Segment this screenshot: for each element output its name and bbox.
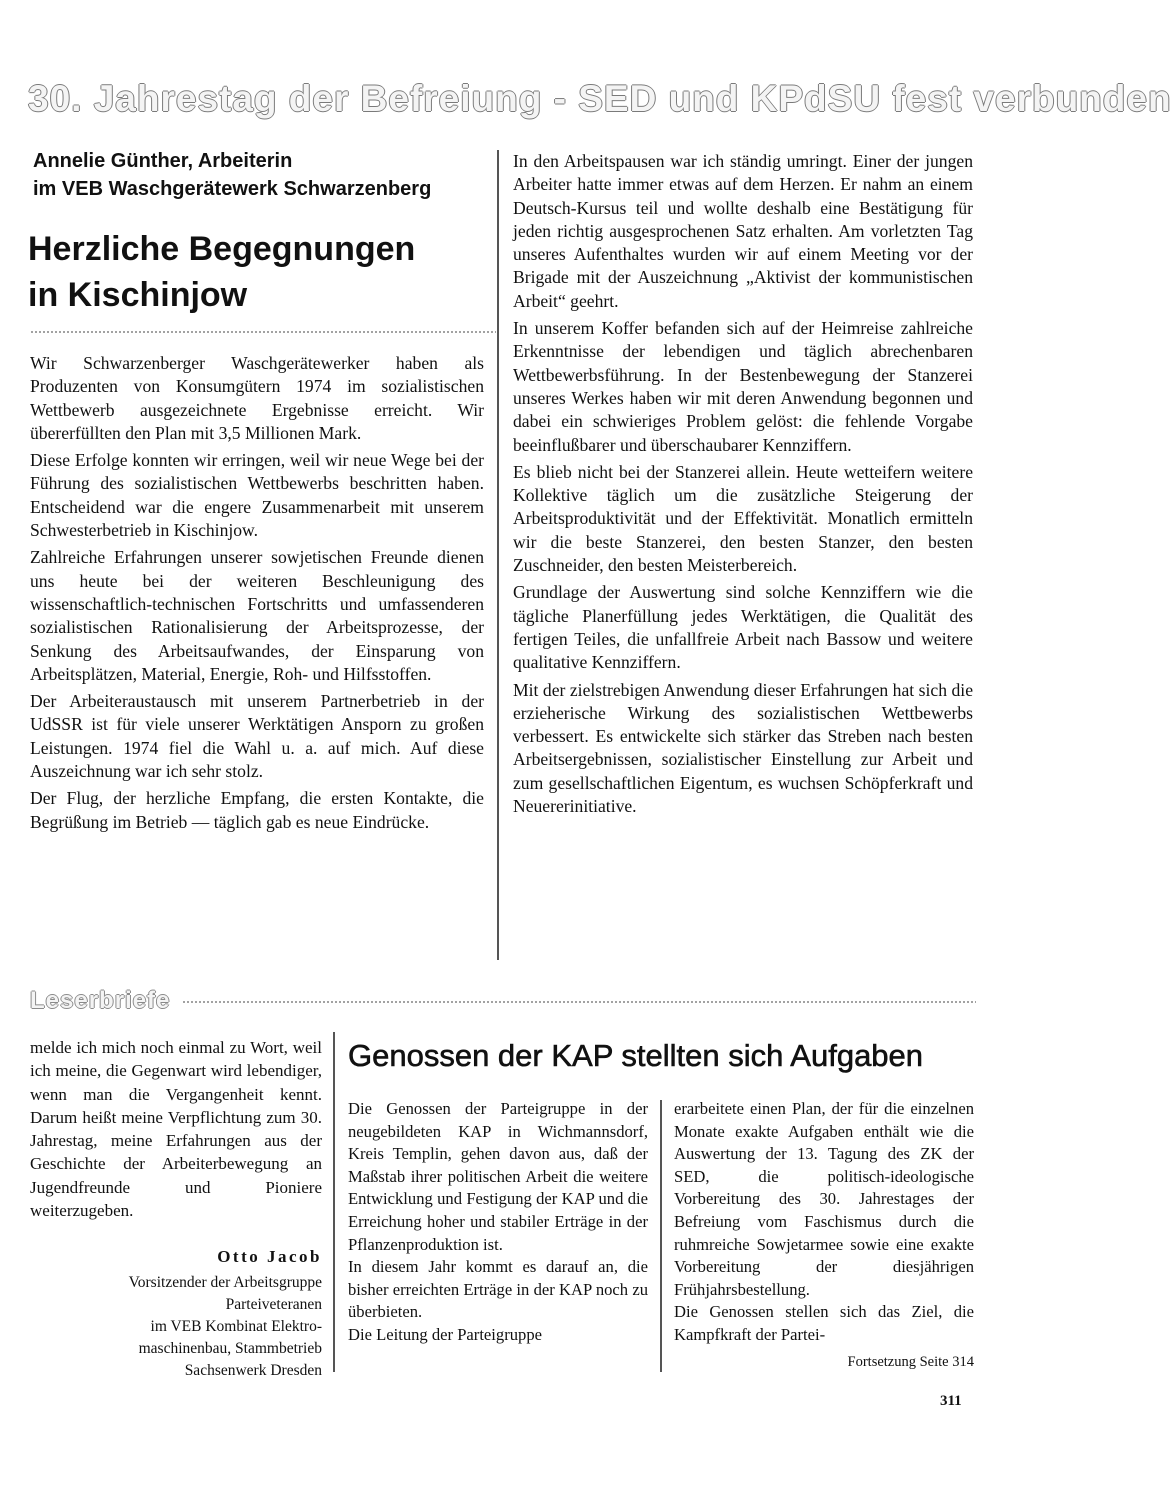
section-divider — [182, 1000, 976, 1005]
article-paragraph: In diesem Jahr kommt es darauf an, die bisher erreichten Erträge in der KAP noch zu überbieten. — [348, 1257, 648, 1322]
article-paragraph: Wir Schwarzenberger Waschgerätewerker haben als Produzenten von Konsumgütern 1974 im sozialistischen Wettbewerb ausgezeichnete Ergebnisse erreicht. Wir übererfüllten den Plan mit 3,5 Millionen Mark. — [30, 353, 484, 443]
article-paragraph: Der Flug, der herzliche Empfang, die ersten Kontakte, die Begrüßung im Betrieb — täglich gab es neue Eindrücke. — [30, 788, 484, 832]
article-paragraph: Grundlage der Auswertung sind solche Kennziffern wie die tägliche Planerfüllung jedes Werktätigen, die Qualität des fertigen Teiles, die unfallfreie Arbeit nach Bassow und weitere qualitative Kennziffern. — [513, 582, 973, 673]
header-band-title: 30. Jahrestag der Befreiung - SED und KPdSU fest verbunden — [28, 78, 1172, 119]
article-headline — [28, 226, 498, 318]
article-author — [33, 147, 493, 203]
letter-text: melde ich mich noch einmal zu Wort, weil ich meine, die Gegenwart wird lebendiger, wenn man die Vergangenheit kennt. Darum heißt meine Verpflichtung zum 30. Jahrestag, meine Erfahrungen aus der Geschichte der Arbeiterbewegung an Jugendfreunde und Pioniere weiterzugeben. — [30, 1038, 322, 1221]
column-divider — [333, 1032, 335, 1372]
article-paragraph: Es blieb nicht bei der Stanzerei allein. Heute wetteifern weitere Kollektive täglich um die zusätzliche Steigerung der Arbeitsproduktivität und der Effektivität. Monatlich ermitteln wir die beste Stanzerei, den besten Stanzer, den besten Zuschneider, den besten Meisterbereich. — [513, 461, 973, 576]
signature-line: Sachsenwerk Dresden — [184, 1362, 322, 1379]
article2-column-1 — [348, 1098, 648, 1347]
article2-column-2 — [674, 1098, 974, 1347]
column-divider — [497, 150, 499, 960]
signature-line: Parteiveteranen — [225, 1296, 322, 1313]
article-paragraph: In unserem Koffer befanden sich auf der Heimreise zahlreiche Erkenntnisse der lebendigen und täglich abrechenbaren Wettbewerbsführung. In der Bestenbewegung der Stanzerei unseres Werkes haben wir mit deren Anwendung begonnen und dabei ein schwieriges Problem gelöst: die fehlende Vorgabe beeinflußbarer und überschaubarer Kennziffern. — [513, 318, 973, 455]
letter-column — [30, 1036, 322, 1226]
author-line-1: Annelie Günther, Arbeiterin — [33, 150, 293, 172]
article-paragraph: erarbeitete einen Plan, der für die einzelnen Monate exakte Aufgaben enthält wie die Auswertung der 13. Tagung des ZK der SED, die politisch-ideologische Vorbereitung des 30. Jahrestages der Befreiung vom Faschismus durch die ruhmreiche Sowjetarmee sowie eine exakte Vorbereitung der diesjährigen Frühjahrsbestellung. — [674, 1099, 974, 1299]
signature-line: maschinenbau, Stammbetrieb — [138, 1340, 322, 1357]
article-paragraph: Die Genossen der Parteigruppe in der neugebildeten KAP in Wichmannsdorf, Kreis Templin, gehen davon aus, daß der Maßstab ihrer politischen Arbeit die weitere Entwicklung und Festigung der KAP und die Erreichung hoher und stabiler Erträge in der Pflanzenproduktion ist. — [348, 1099, 648, 1254]
headline-line-2: in Kischinjow — [28, 276, 248, 314]
article-left-column — [30, 352, 484, 838]
headline-line-1: Herzliche Begegnungen — [28, 230, 416, 268]
signature-line: Vorsitzender der Arbeitsgruppe — [128, 1274, 322, 1291]
article2-headline: Genossen der KAP stellten sich Aufgaben — [348, 1038, 924, 1073]
article-right-column — [513, 150, 973, 822]
page-number: 311 — [940, 1393, 962, 1409]
article-paragraph: Die Leitung der Parteigruppe — [348, 1324, 542, 1344]
article-paragraph: Mit der zielstrebigen Anwendung dieser Erfahrungen hat sich die erzieherische Wirkung des sozialistischen Wettbewerbs verbessert. Es entwickelte sich stärker das Streben nach besten Arbeitsergebnissen, sozialistischer Einstellung zur Arbeit und zum gesellschaftlichen Eigentum, es wuchsen Schöpferkraft und Neuererinitiative. — [513, 679, 973, 817]
section-label-letters: Leserbriefe — [30, 987, 171, 1014]
article-paragraph: Der Arbeiteraustausch mit unserem Partnerbetrieb in der UdSSR ist für viele unserer Werktätigen Ansporn zu großen Leistungen. 1974 fiel die Wahl u. a. auf mich. Auf diese Auszeichnung war ich sehr stolz. — [30, 691, 484, 782]
article-paragraph: Diese Erfolge konnten wir erringen, weil wir neue Wege bei der Führung des sozialistischen Wettbewerbs beschritten haben. Entscheidend war die engere Zusammenarbeit mit unserem Schwesterbetrieb in Kischinjow. — [30, 450, 484, 541]
headline-divider — [30, 330, 496, 335]
author-line-2: im VEB Waschgerätewerk Schwarzenberg — [33, 178, 432, 200]
article-paragraph: In den Arbeitspausen war ich ständig umringt. Einer der jungen Arbeiter hatte immer etwas auf dem Herzen. Er nahm an einem Deutsch-Kursus teil und wollte deshalb eine Bestätigung für jeden richtig ausgesprochenen Satz erhalten. Am vorletzten Tag unseres Aufenthaltes wurden wir auf einem Meeting vor der Brigade mit der Auszeichnung „Aktivist der kommunistischen Arbeit“ geehrt. — [513, 151, 973, 311]
continuation-note: Fortsetzung Seite 314 — [847, 1354, 974, 1370]
letter-signature-affiliation — [30, 1272, 322, 1382]
article-paragraph: Die Genossen stellen sich das Ziel, die Kampfkraft der Partei- — [674, 1302, 974, 1344]
article-paragraph: Zahlreiche Erfahrungen unserer sowjetischen Freunde dienen uns heute bei der weiteren Beschleunigung des wissenschaftlich-technischen Fortschritts und umfassenderen sozialistischen Rationalisierung der Arbeitsprozesse, der Senkung des Arbeitsaufwandes, der Einsparung von Arbeitsplätzen, Material, Energie, Roh- und Hilfsstoffen. — [30, 547, 484, 684]
column-divider — [660, 1100, 662, 1372]
letter-signature-name: Otto Jacob — [217, 1247, 322, 1266]
signature-line: im VEB Kombinat Elektro- — [150, 1318, 322, 1335]
